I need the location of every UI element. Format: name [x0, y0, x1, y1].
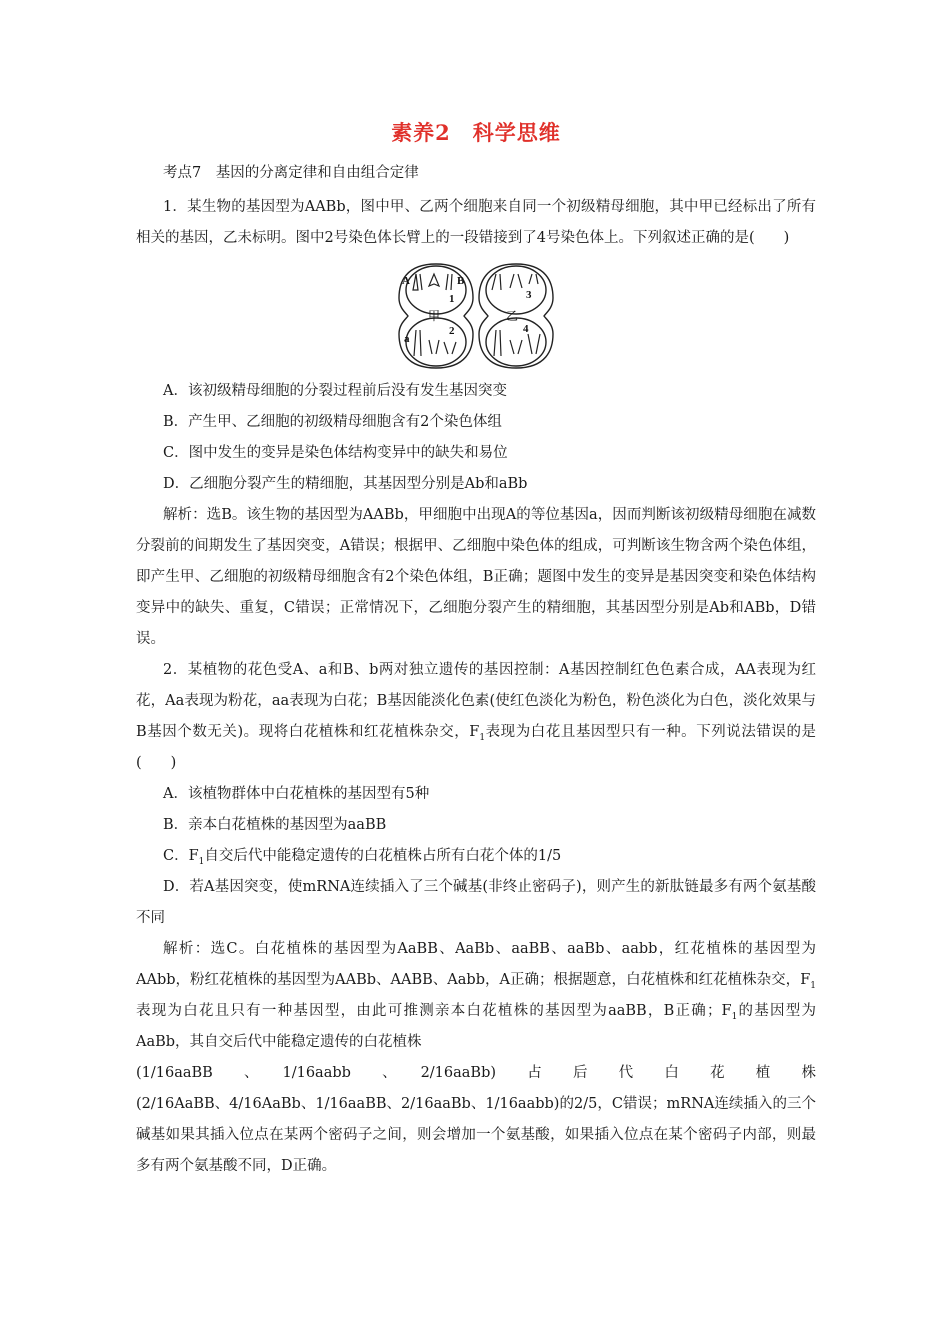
chromosome — [494, 330, 501, 356]
document-page — [136, 118, 816, 1182]
question-2-analysis: 解析：选C。白花植株的基因型为AaBB、AaBb、aaBB、aaBb、aabb，红花植株的基因型为AAbb，粉红花植株的基因型为AABb、AABB、Aabb，A正确；根据题意，白花植株和红花植株杂交，$F_1$表现为白花且只有一种基因型，由此可推测亲本白花植株的基因型为aaBB，B正确；$F_1$的基因型为AaBb，其自交后代中能稳定遗传的白花植株 — [136, 941, 816, 1050]
question-2-analysis-line: (1/16aaBB 、 1/16aabb 、 2/16aaBb) 占 后 代 白 花 植 株 — [136, 1065, 816, 1081]
cell-division-figure — [136, 260, 816, 372]
cell-yi-upper-spindle — [486, 266, 546, 314]
chromosome — [429, 274, 439, 286]
chromosome — [414, 330, 421, 356]
chromosome-number-1: 1 — [449, 293, 455, 305]
gene-label-B: B — [457, 275, 465, 287]
cell-label-yi: 乙 — [506, 309, 519, 323]
cell-diagram — [396, 260, 556, 372]
chromosome — [444, 342, 456, 354]
chromosome — [510, 340, 522, 354]
chromosome — [446, 274, 452, 290]
question-1-stem: 1．某生物的基因型为AABb，图中甲、乙两个细胞来自同一个初级精母细胞，其中甲已经标出了所有相关的基因，乙未标明。图中2号染色体长臂上的一段错接到了4号染色体上。下列叙述正确的是( ) — [136, 199, 816, 246]
chromosome — [413, 274, 422, 290]
question-2-analysis-continued: (2/16AaBB、4/16AaBb、1/16aaBB、2/16aaBb、1/16aabb)的2/5，C错误；mRNA连续插入的三个碱基如果其插入位点在某两个密码子之间，则会增加一个氨基酸，如果插入位点在某个密码子内部，则最多有两个氨基酸不同，D正确。 — [136, 1096, 816, 1174]
question-2-stem: 2．某植物的花色受A、a和B、b两对独立遗传的基因控制：A基因控制红色色素合成，AA表现为红花，Aa表现为粉花，aa表现为白花；B基因能淡化色素(使红色淡化为粉色，粉色淡化为白色，淡化效果与B基因个数无关)。现将白花植株和红花植株杂交，$F_1$表现为白花且基因型只有一种。下列说法错误的是( ) — [136, 662, 817, 771]
chromosome — [492, 274, 501, 290]
chromosome — [429, 340, 439, 354]
chromosome — [510, 274, 522, 288]
question-1-option-d: D．乙细胞分裂产生的精细胞，其基因型分别是Ab和aBb — [163, 476, 528, 492]
question-1-option-c: C．图中发生的变异是染色体结构变异中的缺失和易位 — [163, 445, 508, 461]
question-2-option-d: D．若A基因突变，使mRNA连续插入了三个碱基(非终止密码子)，则产生的新肽链最多有两个氨基酸不同 — [136, 879, 816, 926]
gene-label-a: a — [404, 333, 410, 345]
question-1-option-b: B．产生甲、乙细胞的初级精母细胞含有2个染色体组 — [163, 414, 502, 430]
cell-label-jia: 甲 — [428, 309, 441, 323]
chromosome — [529, 274, 538, 284]
chromosome-number-3: 3 — [526, 289, 532, 301]
page-title: 素养2 科学思维 — [391, 120, 561, 145]
gene-label-A: A — [402, 275, 410, 287]
section-heading: 考点7 基因的分离定律和自由组合定律 — [163, 165, 419, 181]
question-1-option-a: A．该初级精母细胞的分裂过程前后没有发生基因突变 — [163, 383, 507, 399]
question-1-analysis: 解析：选B。该生物的基因型为AABb，甲细胞中出现A的等位基因a，因而判断该初级精母细胞在减数分裂前的间期发生了基因突变，A错误；根据甲、乙细胞中染色体的组成，可判断该生物含两个染色体组，即产生甲、乙细胞的初级精母细胞含有2个染色体组，B正确；题图中发生的变异是基因突变和染色体结构变异中的缺失、重复，C错误；正常情况下，乙细胞分裂产生的精细胞，其基因型分别是Ab和ABb，D错误。 — [136, 507, 816, 647]
chromosome-number-2: 2 — [449, 325, 455, 337]
question-2-option-a: A．该植物群体中白花植株的基因型有5种 — [163, 786, 430, 802]
question-2-option-c: C．$F_1$自交后代中能稳定遗传的白花植株占所有白花个体的1/5 — [163, 848, 562, 867]
question-2-option-b: B．亲本白花植株的基因型为aaBB — [163, 817, 387, 833]
chromosome — [528, 334, 540, 354]
chromosome-number-4: 4 — [523, 323, 529, 335]
